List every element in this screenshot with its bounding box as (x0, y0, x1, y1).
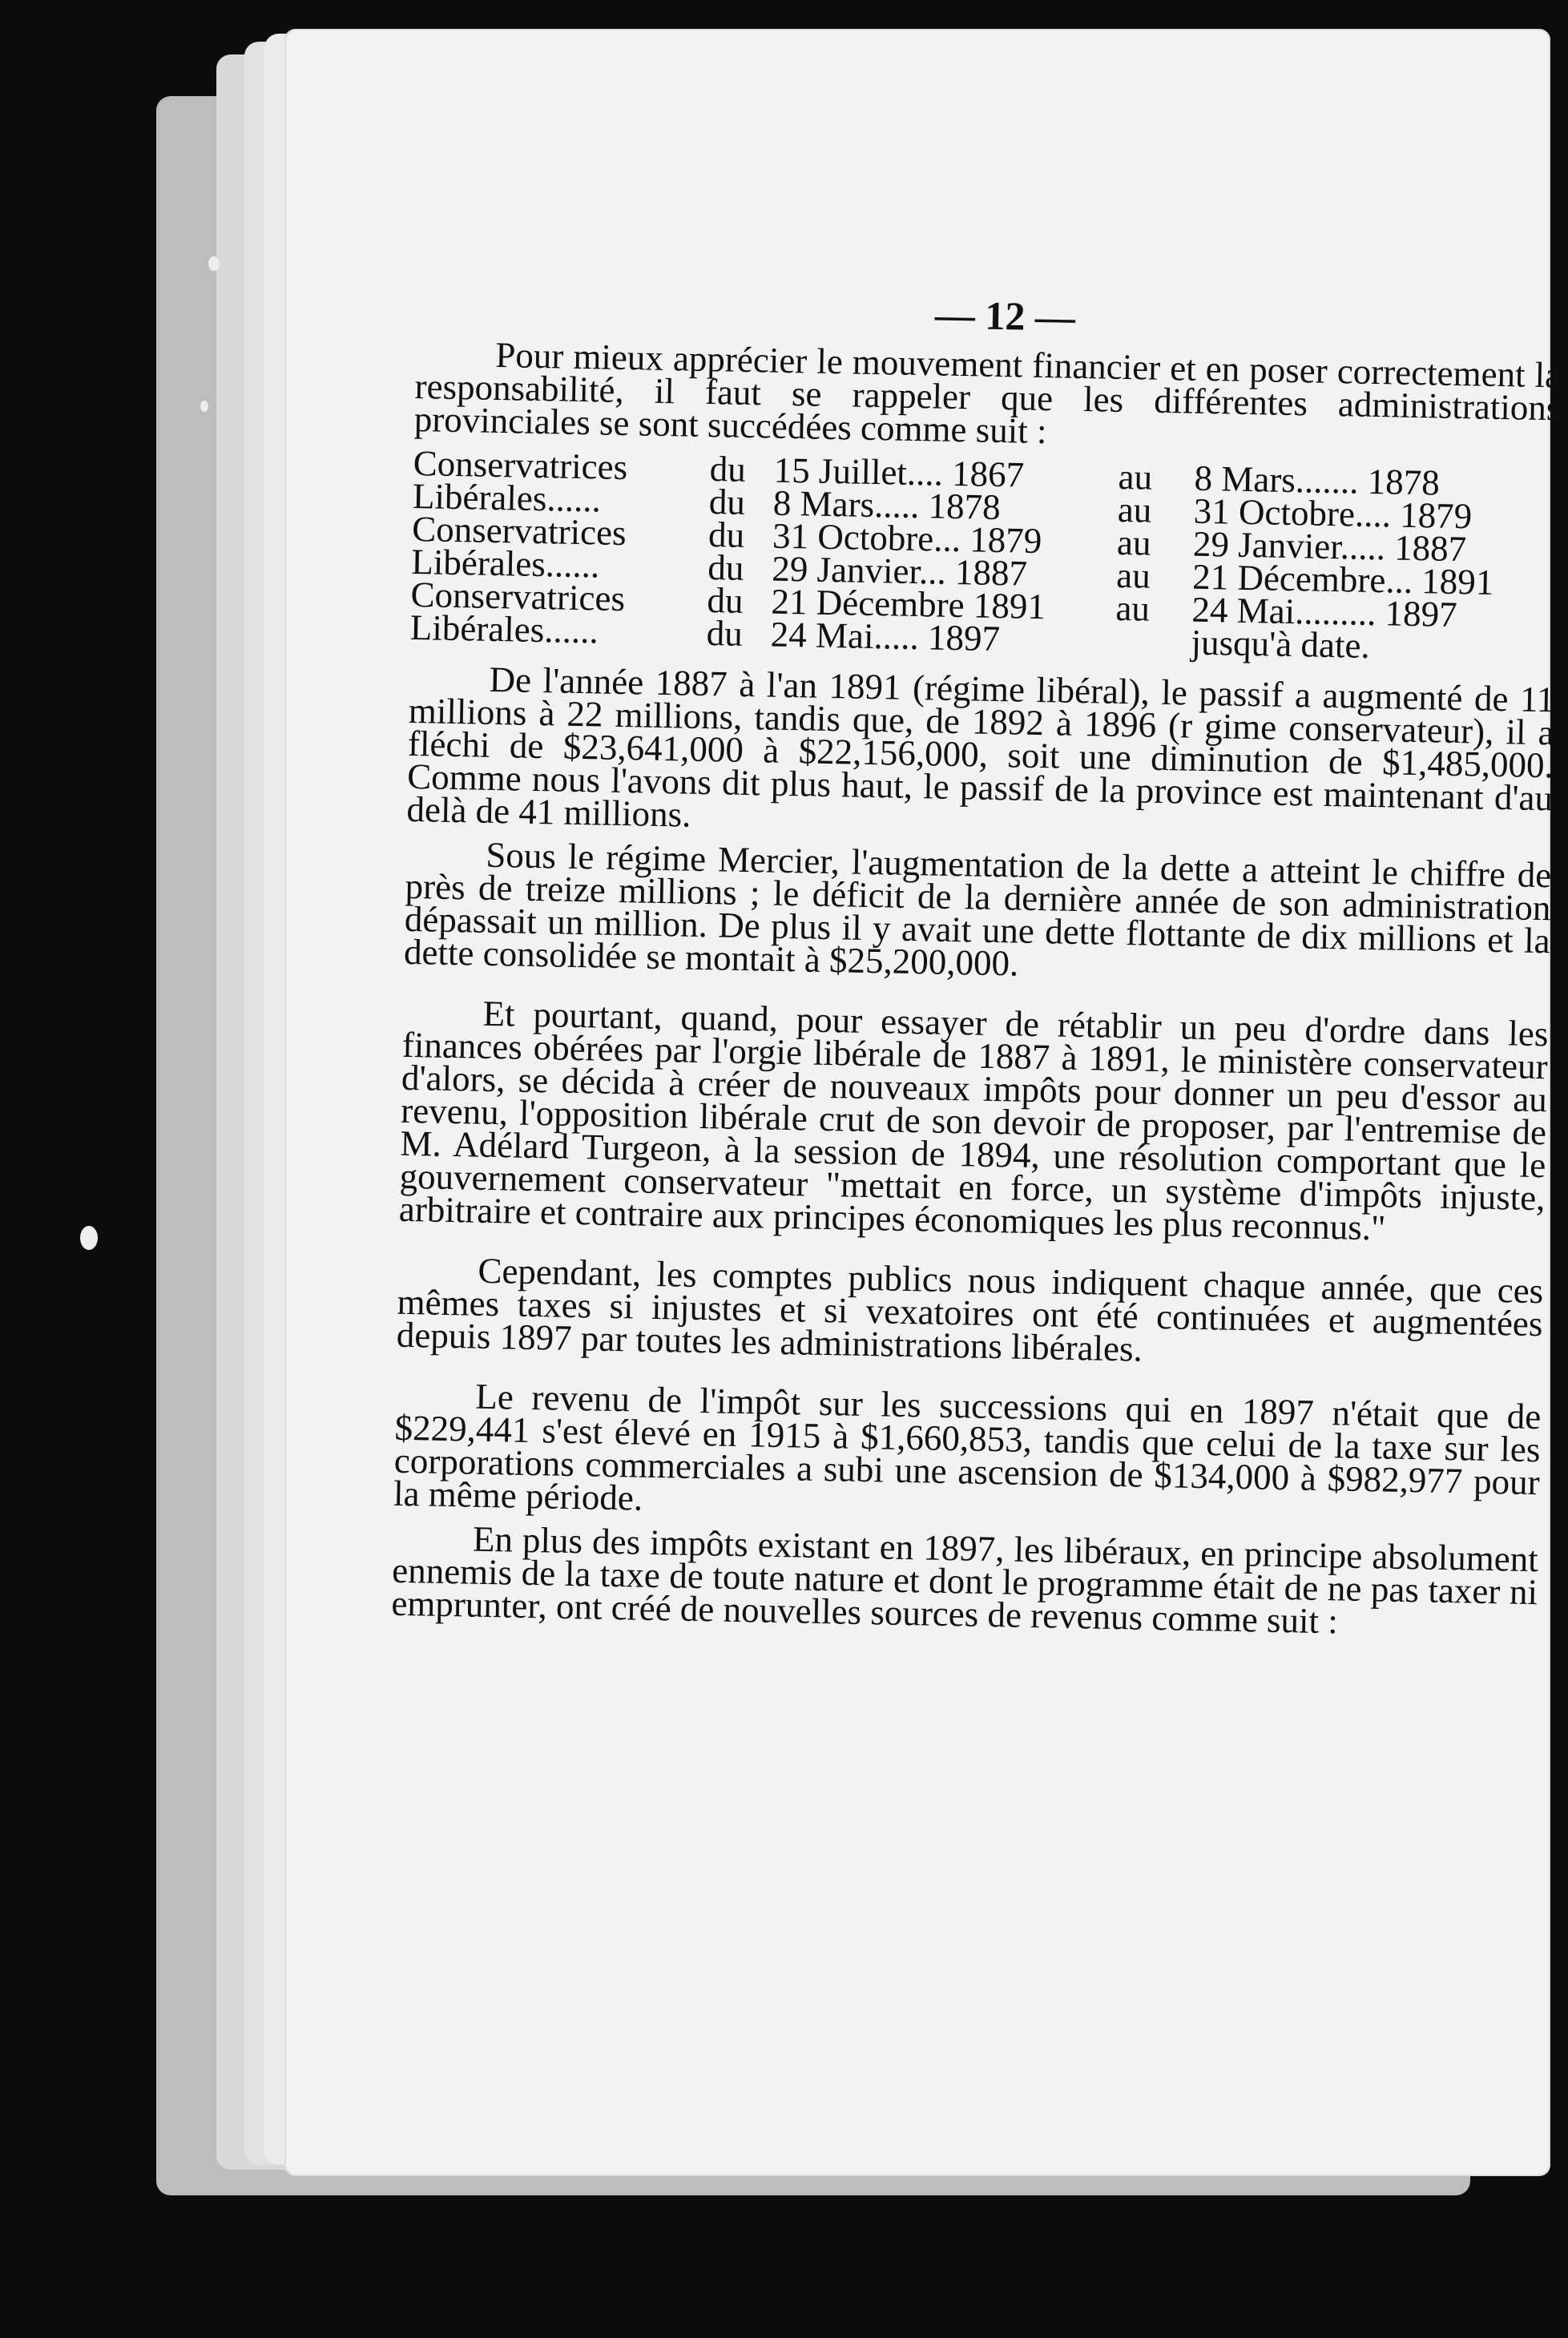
party-cell: Conservatrices (411, 508, 627, 554)
end-date-cell: 29 Janvier..... 1887 (1192, 523, 1467, 570)
scan-speck (208, 256, 220, 271)
start-date-cell: 31 Octobre... 1879 (772, 515, 1042, 562)
au-cell: au (1116, 522, 1152, 563)
au-cell: au (1115, 587, 1151, 629)
end-date-cell: 24 Mai......... 1897 (1191, 589, 1458, 635)
party-cell: Conservatrices (410, 574, 626, 619)
scan-speck (80, 1226, 98, 1250)
page-number: — 12 — (934, 292, 1076, 340)
end-date-cell: 8 Mars....... 1878 (1194, 458, 1441, 503)
du-cell: du (707, 547, 744, 588)
body-paragraph: En plus des impôts existant en 1897, les libéraux, en principe absolument ennemis de la taxe de toute nature et dont le programme était de ne pas taxer ni emprunter, ont créé de nouvelles sources de revenus comme suit : (391, 1518, 1539, 1642)
party-cell: Conservatrices (413, 442, 628, 488)
du-cell: du (707, 514, 745, 555)
du-cell: du (707, 580, 744, 621)
start-date-cell: 29 Janvier... 1887 (771, 548, 1028, 594)
body-paragraph: Sous le régime Mercier, l'augmentation de la dette a atteint le chiffre de près de treize millions ; le déficit de la dernière année de son administration dépassait un million. De plus il y avait une dette flottante de dix millions et la dette consolidée se montait à $25,200,000. (403, 834, 1552, 984)
au-cell: au (1115, 554, 1151, 596)
body-paragraph: De l'année 1887 à l'an 1891 (régime libéral), le passif a augmenté de 11 millions à 22 millions, tandis que, de 1892 à 1896 (r gime conservateur), il a fléchi de $23,641,000 à $22,156,000, soit une diminution de $1,485,000. Comme nous l'avons dit plus haut, le passif de la province est maintenant d'au delà de 41 millions. (406, 659, 1555, 835)
au-cell: au (1118, 456, 1153, 498)
au-cell: au (1117, 489, 1152, 530)
end-date-cell: 21 Décembre... 1891 (1191, 556, 1494, 603)
party-cell: Libérales...... (410, 541, 600, 586)
body-paragraph: Et pourtant, quand, pour essayer de rétablir un peu d'ordre dans les finances obérées par l'orgie libérale de 1887 à 1891, le ministère conservateur d'alors, se décida à créer de nouveaux impôts pour donner un peu d'essor au revenu, l'opposition libérale crut de son devoir de proposer, par l'entremise de M. Adélard Turgeon, à la session de 1894, une résolution comportant que le gouvernement conservateur "mettait en force, un système d'impôts injuste, arbitraire et contraire aux principes économiques les plus reconnus." (398, 993, 1549, 1248)
start-date-cell: 21 Décembre 1891 (771, 581, 1046, 627)
start-date-cell: 24 Mai..... 1897 (770, 614, 1001, 659)
end-date-cell: 31 Octobre.... 1879 (1193, 490, 1473, 537)
du-cell: du (708, 482, 746, 522)
scan-speck (200, 401, 208, 412)
party-cell: Libérales...... (412, 475, 602, 520)
intro-paragraph: Pour mieux apprécier le mouvement financier et en poser correctement la responsabilité, il faut se rappeler que les différentes administrations provinciales se sont succédées comme suit : (413, 334, 1562, 452)
start-date-cell: 8 Mars..... 1878 (772, 482, 1002, 528)
du-cell: du (709, 449, 747, 490)
page-content (391, 288, 1562, 1653)
start-date-cell: 15 Juillet.... 1867 (773, 449, 1025, 495)
party-cell: Libérales...... (409, 607, 599, 651)
body-paragraph: Le revenu de l'impôt sur les successions qui en 1897 n'était que de $229,441 s'est élevé en 1915 à $1,660,853, tandis que celui de la taxe sur les corporations commerciales a subi une ascension de $134,000 à $982,977 pour la même période. (393, 1376, 1542, 1518)
au-cell (1115, 625, 1191, 659)
body-paragraph: Cependant, les comptes publics nous indiquent chaque année, que ces mêmes taxes si injustes et si vexatoires ont été continuées et augmentées depuis 1897 par toutes les administrations libérales. (396, 1250, 1544, 1369)
administrations-table (409, 442, 1518, 666)
du-cell: du (706, 613, 744, 654)
end-date-cell: jusqu'à date. (1191, 622, 1371, 666)
